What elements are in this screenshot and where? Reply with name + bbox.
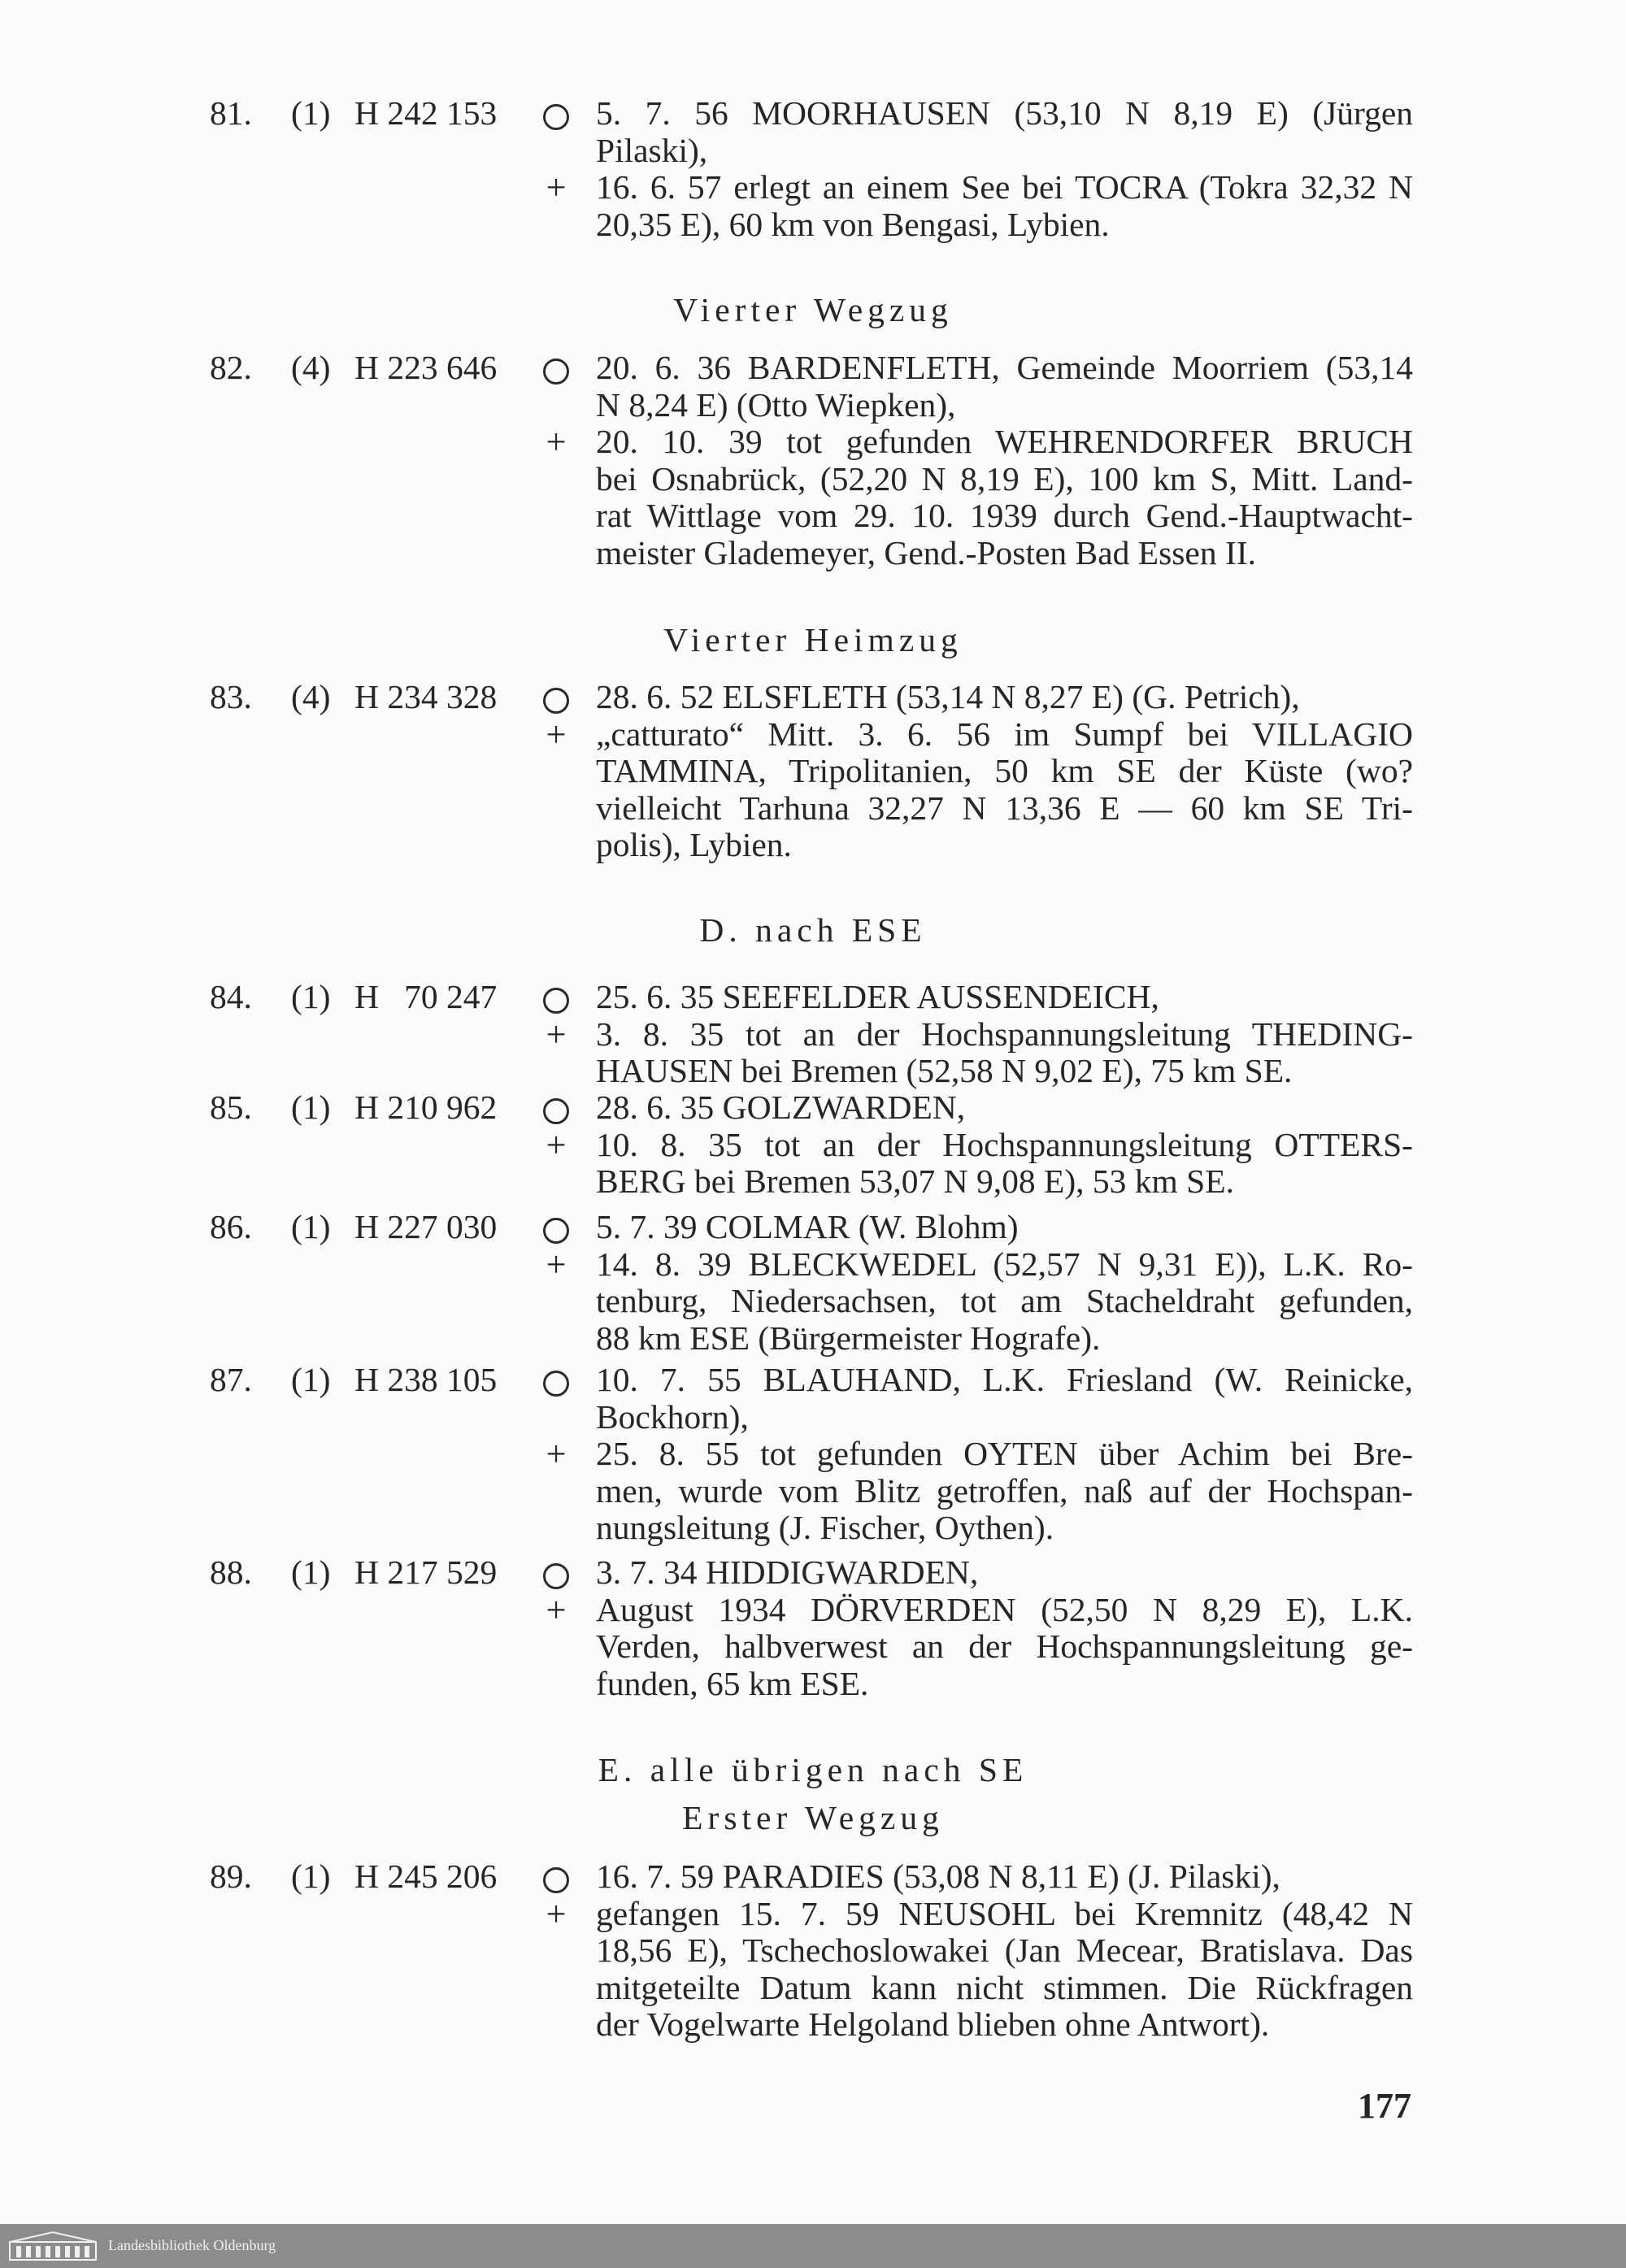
ringing-line: 16. 7. 59 PARADIES (53,08 N 8,11 E) (J. Pilaski), — [596, 1857, 1280, 1895]
ringing-line: 25. 6. 35 SEEFELDER AUSSENDEICH, — [596, 978, 1159, 1015]
entry-number: 86. — [210, 1208, 252, 1245]
recovery-line: men, wurde vom Blitz getroffen, naß auf der Hochspan- — [596, 1471, 1413, 1510]
recovery-plus-icon: + — [546, 1893, 567, 1934]
page-number: 177 — [1358, 2086, 1411, 2126]
entry-count: (1) — [291, 978, 331, 1015]
recovery-line: tenburg, Niedersachsen, tot am Stacheldraht gefunden, — [596, 1282, 1413, 1319]
entry-number: 81. — [210, 94, 252, 132]
entry-number: 82. — [210, 349, 252, 386]
ringing-line: 5. 7. 39 COLMAR (W. Blohm) — [596, 1208, 1019, 1245]
entry-number: 85. — [210, 1088, 252, 1126]
recovery-line: nungsleitung (J. Fischer, Oythen). — [596, 1509, 1054, 1546]
entry-number: 88. — [210, 1553, 252, 1591]
ringing-line: N 8,24 E) (Otto Wiepken), — [596, 385, 956, 424]
recovery-line: 20,35 E), 60 km von Bengasi, Lybien. — [596, 205, 1110, 243]
ringing-line: 20. 6. 36 BARDENFLETH, Gemeinde Moorriem (53,14 — [596, 349, 1413, 386]
recovery-line: funden, 65 km ESE. — [596, 1664, 869, 1702]
ringing-line: 28. 6. 52 ELSFLETH (53,14 N 8,27 E) (G. Petrich), — [596, 678, 1300, 715]
library-name: Landesbibliothek Oldenburg — [108, 2237, 276, 2253]
ring-number: H 238 105 — [354, 1361, 498, 1398]
recovery-line: der Vogelwarte Helgoland blieben ohne Antwort). — [596, 2005, 1270, 2043]
ringed-circle-icon — [532, 101, 580, 138]
recovery-plus-icon: + — [546, 1014, 567, 1054]
footer-bar — [0, 2224, 1626, 2268]
ring-number: H 242 153 — [354, 94, 498, 132]
recovery-line: 18,56 E), Tschechoslowakei (Jan Mecear, Bratislava. Das — [596, 1931, 1413, 1969]
ring-number: H 234 328 — [354, 678, 498, 715]
ringed-circle-icon — [532, 1367, 580, 1405]
ring-number: H 217 529 — [354, 1553, 498, 1591]
section-heading: Vierter Heimzug — [663, 621, 963, 658]
recovery-plus-icon: + — [546, 1124, 567, 1165]
recovery-line: bei Osnabrück, (52,20 N 8,19 E), 100 km S, Mitt. Land- — [596, 459, 1413, 497]
entry-number: 87. — [210, 1361, 252, 1398]
entry-count: (1) — [291, 1208, 331, 1245]
entry-count: (4) — [291, 678, 331, 715]
section-heading: Vierter Wegzug — [673, 291, 953, 328]
recovery-line: meister Glademeyer, Gend.-Posten Bad Essen II. — [596, 533, 1256, 571]
ring-number: H 223 646 — [354, 349, 498, 386]
ring-number: H 210 962 — [354, 1088, 498, 1126]
ringing-line: Pilaski), — [596, 131, 708, 169]
ring-number: H 70 247 — [354, 978, 498, 1015]
entry-number: 84. — [210, 978, 252, 1015]
recovery-line: gefangen 15. 7. 59 NEUSOHL bei Kremnitz (48,42 N — [596, 1894, 1413, 1932]
recovery-line: TAMMINA, Tripolitanien, 50 km SE der Küste (wo? — [596, 752, 1413, 789]
recovery-line: rat Wittlage vom 29. 10. 1939 durch Gend.-Hauptwacht- — [596, 497, 1413, 534]
entry-count: (1) — [291, 1857, 331, 1895]
recovery-plus-icon: + — [546, 1244, 567, 1284]
entry-count: (1) — [291, 1553, 331, 1591]
recovery-line: HAUSEN bei Bremen (52,58 N 9,02 E), 75 km SE. — [596, 1052, 1293, 1089]
recovery-plus-icon: + — [546, 1589, 567, 1630]
section-heading: E. alle übrigen nach SE — [598, 1751, 1028, 1788]
recovery-line: 14. 8. 39 BLECKWEDEL (52,57 N 9,31 E)), L.K. Ro- — [596, 1245, 1413, 1283]
ring-number: H 245 206 — [354, 1857, 498, 1895]
recovery-line: 88 km ESE (Bürgermeister Hografe). — [596, 1319, 1101, 1357]
library-building-logo-icon — [8, 2231, 98, 2261]
ring-number: H 227 030 — [354, 1208, 498, 1245]
recovery-line: August 1934 DÖRVERDEN (52,50 N 8,29 E), L.K. — [596, 1590, 1413, 1628]
recovery-plus-icon: + — [546, 167, 567, 207]
ringing-line: 3. 7. 34 HIDDIGWARDEN, — [596, 1553, 979, 1591]
recovery-line: 10. 8. 35 tot an der Hochspannungsleitung OTTERS- — [596, 1125, 1413, 1163]
section-heading: Erster Wegzug — [682, 1799, 944, 1836]
recovery-plus-icon: + — [546, 1434, 567, 1474]
ringing-line: 5. 7. 56 MOORHAUSEN (53,10 N 8,19 E) (Jürgen — [596, 94, 1413, 132]
recovery-line: BERG bei Bremen 53,07 N 9,08 E), 53 km SE. — [596, 1162, 1234, 1200]
recovery-line: vielleicht Tarhuna 32,27 N 13,36 E — 60 km SE Tri- — [596, 789, 1413, 827]
entry-count: (4) — [291, 349, 331, 386]
ringing-line: 10. 7. 55 BLAUHAND, L.K. Friesland (W. Reinicke, — [596, 1361, 1413, 1398]
recovery-line: Verden, halbverwest an der Hochspannungsleitung ge- — [596, 1627, 1413, 1665]
entry-count: (1) — [291, 94, 331, 132]
recovery-plus-icon: + — [546, 422, 567, 462]
entry-count: (1) — [291, 1361, 331, 1398]
recovery-line: 20. 10. 39 tot gefunden WEHRENDORFER BRUCH — [596, 423, 1413, 460]
ringing-line: 28. 6. 35 GOLZWARDEN, — [596, 1088, 966, 1126]
ringing-line: Bockhorn), — [596, 1397, 749, 1436]
recovery-line: polis), Lybien. — [596, 826, 792, 863]
entry-number: 83. — [210, 678, 252, 715]
recovery-line: 25. 8. 55 tot gefunden OYTEN über Achim bei Bre- — [596, 1435, 1413, 1472]
section-heading: D. nach ESE — [699, 911, 927, 949]
recovery-line: 3. 8. 35 tot an der Hochspannungsleitung THEDING- — [596, 1015, 1413, 1053]
recovery-plus-icon: + — [546, 714, 567, 754]
recovery-line: 16. 6. 57 erlegt an einem See bei TOCRA (Tokra 32,32 N — [596, 168, 1413, 206]
entry-count: (1) — [291, 1088, 331, 1126]
recovery-line: mitgeteilte Datum kann nicht stimmen. Die Rückfragen — [596, 1968, 1413, 2006]
ringed-circle-icon — [532, 355, 580, 393]
entry-number: 89. — [210, 1857, 252, 1895]
recovery-line: „catturato“ Mitt. 3. 6. 56 im Sumpf bei VILLAGIO — [596, 715, 1413, 753]
